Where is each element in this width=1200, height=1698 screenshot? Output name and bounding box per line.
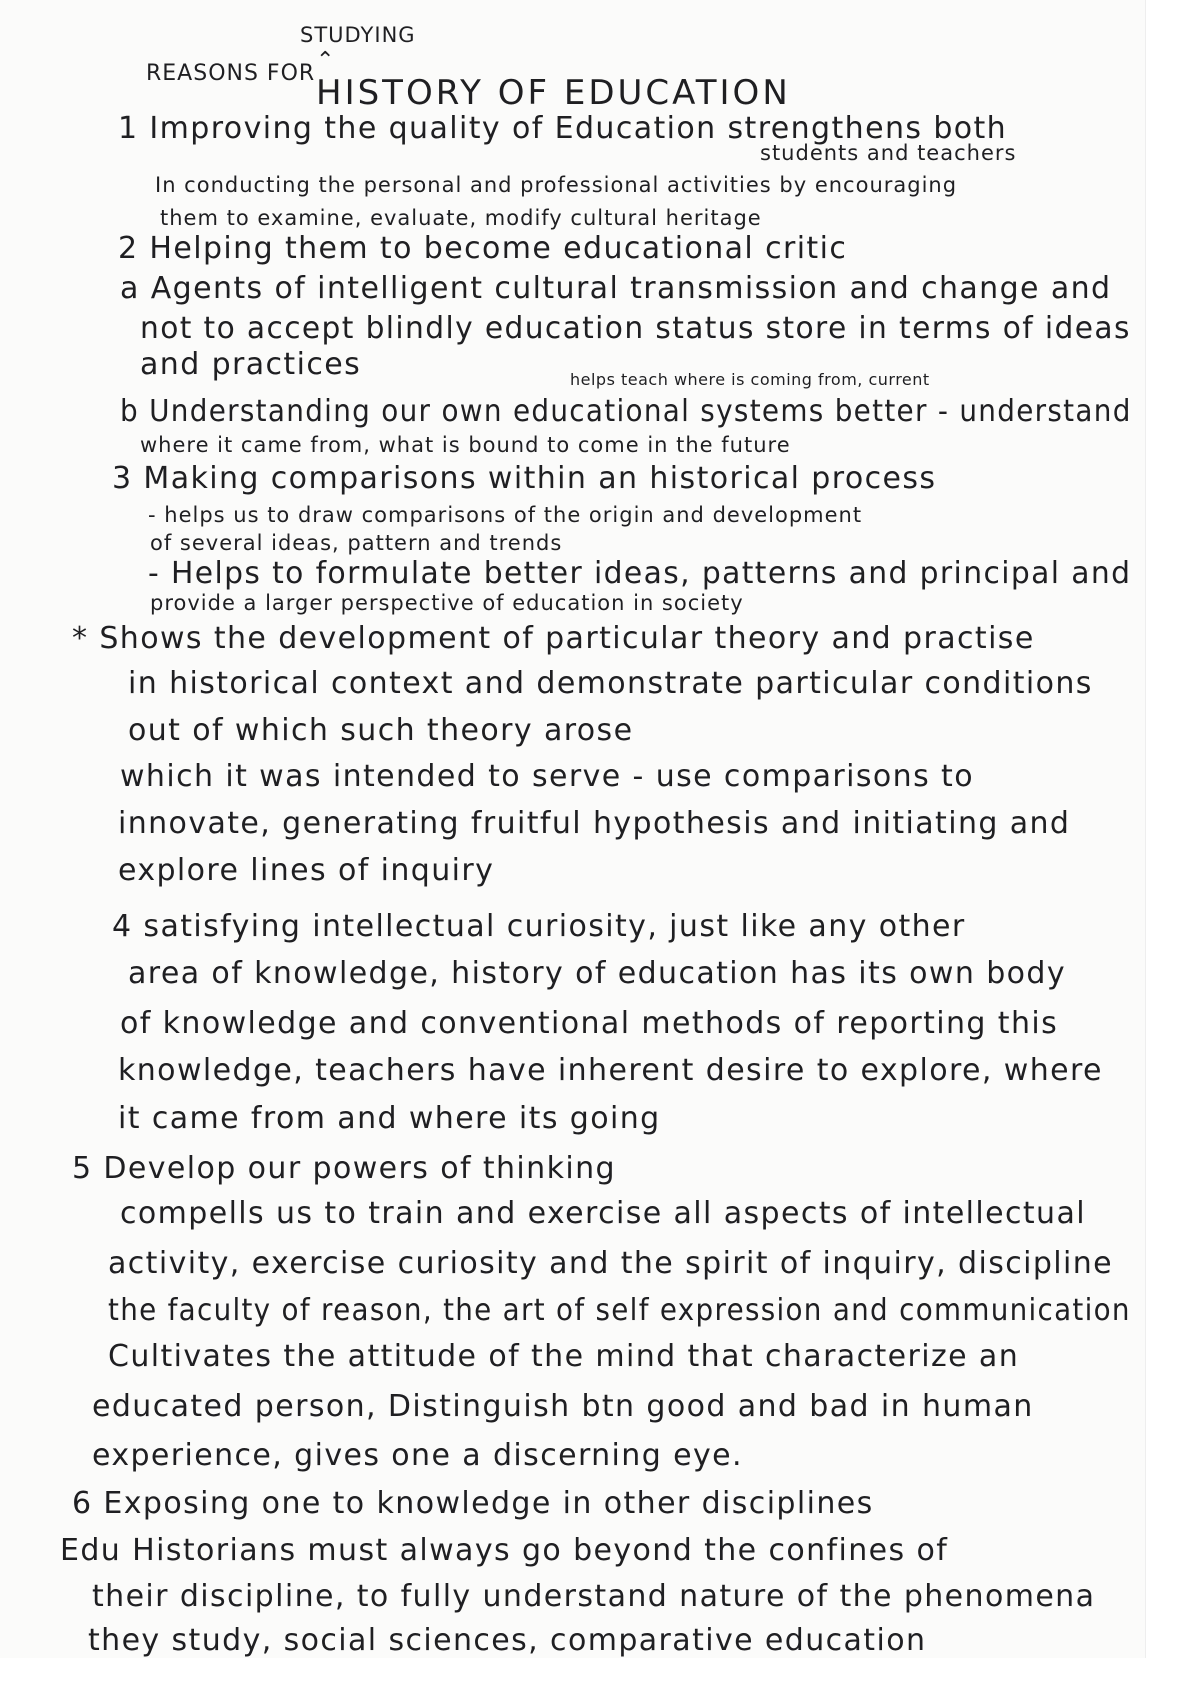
note-line: 2 Helping them to become educational critic (118, 231, 848, 266)
note-line: where it came from, what is bound to come in the future (140, 433, 791, 457)
note-line: helps teach where is coming from, current (570, 370, 930, 389)
note-line: Edu Historians must always go beyond the confines of (60, 1533, 949, 1568)
note-line: in historical context and demonstrate particular conditions (128, 666, 1093, 701)
note-line: them to examine, evaluate, modify cultural heritage (160, 206, 762, 230)
note-line: b Understanding our own educational systems better - understand (120, 394, 1132, 429)
note-line: activity, exercise curiosity and the spirit of inquiry, discipline (108, 1246, 1114, 1281)
note-line: a Agents of intelligent cultural transmission and change and (120, 271, 1112, 306)
page-title: HISTORY OF EDUCATION (316, 73, 791, 113)
title-prefix: REASONS FOR (146, 61, 316, 86)
note-line: Cultivates the attitude of the mind that characterize an (108, 1339, 1020, 1374)
note-line: not to accept blindly education status store in terms of ideas (140, 311, 1131, 346)
note-line: it came from and where its going (118, 1101, 661, 1136)
note-line: explore lines of inquiry (118, 853, 495, 888)
note-line: - Helps to formulate better ideas, patterns and principal and (148, 556, 1132, 591)
note-line: knowledge, teachers have inherent desire to explore, where (118, 1053, 1103, 1088)
note-line: 4 satisfying intellectual curiosity, just like any other (112, 909, 966, 944)
note-line: they study, social sciences, comparative education (88, 1623, 927, 1658)
note-line: In conducting the personal and professional activities by encouraging (155, 173, 958, 197)
note-line: * Shows the development of particular theory and practise (72, 621, 1035, 656)
note-line: area of knowledge, history of education has its own body (128, 956, 1066, 991)
insertion-caret-icon: ⌃ (316, 48, 335, 73)
note-line: and practices (140, 347, 362, 382)
note-line: of several ideas, pattern and trends (150, 531, 563, 555)
note-line: - helps us to draw comparisons of the origin and development (148, 503, 863, 527)
note-line: 5 Develop our powers of thinking (72, 1151, 616, 1186)
note-line: out of which such theory arose (128, 713, 634, 748)
note-line: educated person, Distinguish btn good and bad in human (92, 1389, 1034, 1424)
note-line: students and teachers (760, 141, 1017, 165)
note-line: compells us to train and exercise all aspects of intellectual (120, 1196, 1086, 1231)
note-line: experience, gives one a discerning eye. (92, 1438, 743, 1473)
note-line: the faculty of reason, the art of self expression and communication (108, 1293, 1131, 1328)
note-line: 3 Making comparisons within an historical process (112, 461, 937, 496)
note-line: innovate, generating fruitful hypothesis and initiating and (118, 806, 1071, 841)
note-line: their discipline, to fully understand nature of the phenomena (92, 1579, 1096, 1614)
note-line: 6 Exposing one to knowledge in other disciplines (72, 1486, 874, 1521)
note-line: 1 Improving the quality of Education strengthens both (118, 111, 1008, 146)
note-line: of knowledge and conventional methods of reporting this (120, 1006, 1059, 1041)
note-line: provide a larger perspective of education in society (150, 591, 744, 615)
note-line: which it was intended to serve - use comparisons to (120, 759, 974, 794)
inserted-word: STUDYING (300, 23, 416, 47)
